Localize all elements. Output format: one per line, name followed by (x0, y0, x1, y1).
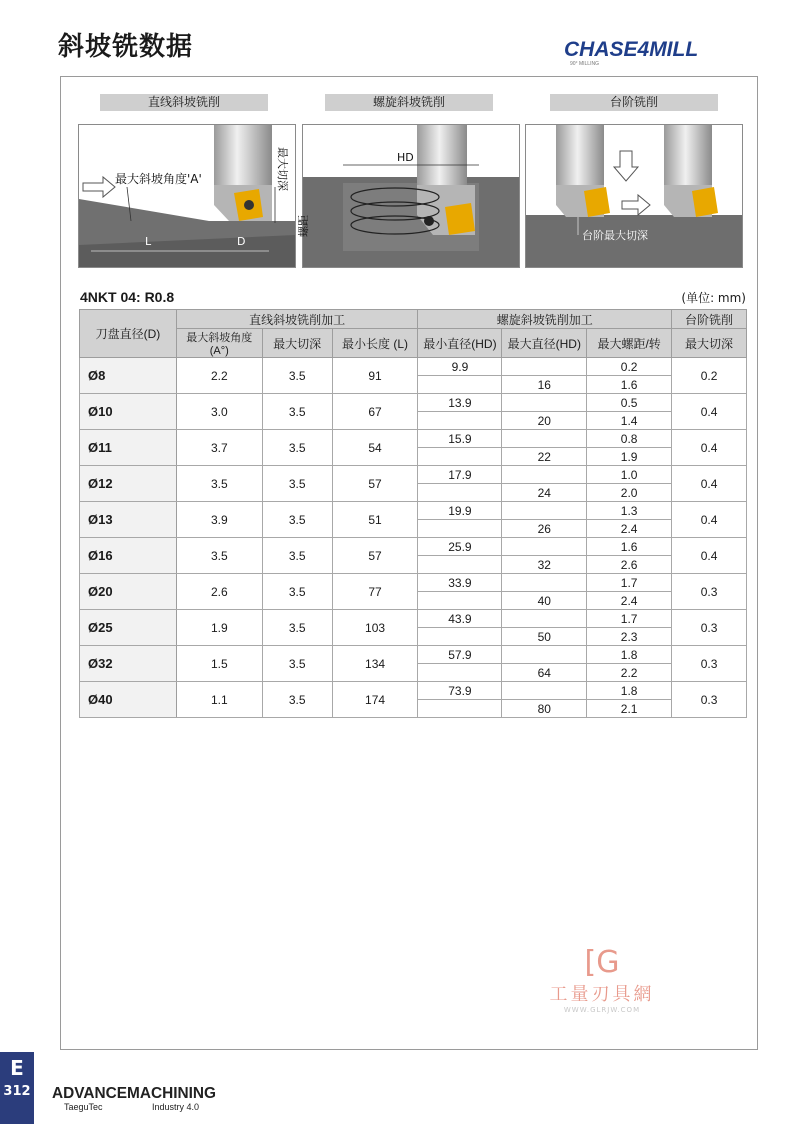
footer-logo-text: ADVANCEMACHINING (52, 1085, 216, 1102)
header-min-length: 最小长度 (L) (332, 329, 418, 358)
cell-empty (418, 556, 502, 574)
table-row (80, 502, 747, 520)
cell-max-angle: 1.1 (176, 682, 262, 718)
cell-pitch-a: 1.6 (587, 538, 672, 556)
cell-max-hd: 80 (502, 700, 587, 718)
cell-empty (418, 592, 502, 610)
cell-min-length: 67 (332, 394, 418, 430)
cell-min-hd: 15.9 (418, 430, 502, 448)
cell-min-length: 103 (332, 610, 418, 646)
table-row (80, 682, 747, 700)
annot-pitch: 螺距 (297, 215, 310, 237)
cell-empty (502, 682, 587, 700)
table-row (80, 358, 747, 376)
cell-empty (418, 700, 502, 718)
cell-diameter: Ø11 (80, 430, 177, 466)
cell-max-hd: 24 (502, 484, 587, 502)
cell-max-depth: 3.5 (262, 394, 332, 430)
cell-max-depth: 3.5 (262, 466, 332, 502)
cell-pitch-b: 2.6 (587, 556, 672, 574)
cell-max-hd: 50 (502, 628, 587, 646)
cell-min-hd: 13.9 (418, 394, 502, 412)
cell-pitch-b: 2.4 (587, 592, 672, 610)
cell-min-hd: 9.9 (418, 358, 502, 376)
cell-pitch-a: 1.7 (587, 574, 672, 592)
cell-max-depth: 3.5 (262, 574, 332, 610)
cell-diameter: Ø12 (80, 466, 177, 502)
cell-diameter: Ø32 (80, 646, 177, 682)
cell-min-length: 57 (332, 538, 418, 574)
header-min-hd: 最小直径(HD) (418, 329, 502, 358)
cell-step-depth: 0.4 (672, 394, 747, 430)
table-row (80, 610, 747, 628)
header-max-angle: 最大斜坡角度 (A°) (176, 329, 262, 358)
header-dia: 刀盘直径(D) (80, 310, 177, 358)
cell-max-angle: 3.9 (176, 502, 262, 538)
cell-pitch-b: 1.9 (587, 448, 672, 466)
annot-max-ramp-angle: 最大斜坡角度'A' (115, 172, 202, 186)
section-letter: E (10, 1056, 24, 1080)
cell-min-length: 57 (332, 466, 418, 502)
cell-empty (502, 430, 587, 448)
watermark (532, 946, 672, 1020)
cell-pitch-a: 1.3 (587, 502, 672, 520)
cell-min-length: 134 (332, 646, 418, 682)
cell-pitch-b: 2.3 (587, 628, 672, 646)
cell-max-depth: 3.5 (262, 682, 332, 718)
cell-empty (418, 520, 502, 538)
cell-empty (502, 538, 587, 556)
cell-max-hd: 32 (502, 556, 587, 574)
cell-diameter: Ø20 (80, 574, 177, 610)
table-row (80, 394, 747, 412)
header-linear: 直线斜坡铣削加工 (176, 310, 418, 329)
cell-empty (502, 646, 587, 664)
cell-min-hd: 33.9 (418, 574, 502, 592)
diagram-label-linear: 直线斜坡铣削 (100, 94, 268, 111)
cell-min-length: 54 (332, 430, 418, 466)
cell-pitch-b: 2.0 (587, 484, 672, 502)
cell-max-hd: 16 (502, 376, 587, 394)
cell-diameter: Ø40 (80, 682, 177, 718)
cell-pitch-a: 1.8 (587, 646, 672, 664)
cell-max-angle: 1.5 (176, 646, 262, 682)
ramping-data-table (79, 309, 747, 718)
watermark-url: WWW.GLRJW.COM (563, 1006, 641, 1014)
table-row (80, 646, 747, 664)
cell-step-depth: 0.3 (672, 682, 747, 718)
cell-max-hd: 40 (502, 592, 587, 610)
watermark-text: 工量刃具網 (549, 984, 655, 1005)
cell-max-angle: 2.6 (176, 574, 262, 610)
cell-empty (418, 664, 502, 682)
brand-sub: 90° MILLING (570, 61, 599, 67)
page-title: 斜坡铣数据 (58, 32, 194, 62)
table-row (80, 538, 747, 556)
cell-empty (502, 358, 587, 376)
header-max-hd: 最大直径(HD) (502, 329, 587, 358)
diagram-label-helical: 螺旋斜坡铣削 (325, 94, 493, 111)
cell-step-depth: 0.4 (672, 430, 747, 466)
cell-pitch-b: 2.1 (587, 700, 672, 718)
cell-empty (418, 412, 502, 430)
cell-empty (418, 376, 502, 394)
header-max-depth: 最大切深 (262, 329, 332, 358)
cell-step-depth: 0.3 (672, 610, 747, 646)
footer-left-text: TaeguTec (64, 1102, 103, 1112)
header-max-pitch: 最大螺距/转 (587, 329, 672, 358)
cell-diameter: Ø25 (80, 610, 177, 646)
cell-min-length: 77 (332, 574, 418, 610)
annot-diameter: D (237, 235, 246, 248)
cell-max-angle: 1.9 (176, 610, 262, 646)
cell-max-angle: 3.7 (176, 430, 262, 466)
cell-step-depth: 0.4 (672, 502, 747, 538)
cell-step-depth: 0.3 (672, 646, 747, 682)
cell-empty (502, 394, 587, 412)
cell-min-length: 174 (332, 682, 418, 718)
cell-empty (418, 628, 502, 646)
cell-pitch-a: 1.8 (587, 682, 672, 700)
cell-pitch-a: 0.2 (587, 358, 672, 376)
table-title: 4NKT 04: R0.8 (80, 289, 175, 305)
header-step: 台阶铣削 (672, 310, 747, 329)
brand-logo (562, 34, 762, 66)
cell-min-hd: 25.9 (418, 538, 502, 556)
cell-max-depth: 3.5 (262, 358, 332, 394)
cell-max-angle: 3.0 (176, 394, 262, 430)
cell-pitch-b: 2.2 (587, 664, 672, 682)
cell-empty (418, 448, 502, 466)
cell-diameter: Ø13 (80, 502, 177, 538)
cell-min-hd: 17.9 (418, 466, 502, 484)
header-step-depth: 最大切深 (672, 329, 747, 358)
cell-min-hd: 73.9 (418, 682, 502, 700)
cell-max-angle: 3.5 (176, 538, 262, 574)
annot-max-depth: 最大切深 (276, 147, 289, 191)
cell-min-hd: 19.9 (418, 502, 502, 520)
diagram-helical (297, 124, 520, 268)
table-row (80, 430, 747, 448)
header-helical: 螺旋斜坡铣削加工 (418, 310, 672, 329)
cell-max-depth: 3.5 (262, 610, 332, 646)
cell-diameter: Ø10 (80, 394, 177, 430)
cell-min-hd: 43.9 (418, 610, 502, 628)
cell-diameter: Ø16 (80, 538, 177, 574)
annot-hd: HD (397, 151, 414, 164)
diagram-step (525, 124, 743, 268)
cell-max-hd: 64 (502, 664, 587, 682)
cell-max-depth: 3.5 (262, 430, 332, 466)
cell-min-length: 91 (332, 358, 418, 394)
cell-pitch-b: 1.4 (587, 412, 672, 430)
cell-max-hd: 20 (502, 412, 587, 430)
watermark-icon: [G (584, 945, 620, 980)
cell-diameter: Ø8 (80, 358, 177, 394)
cell-min-length: 51 (332, 502, 418, 538)
cell-pitch-a: 1.7 (587, 610, 672, 628)
cell-max-hd: 26 (502, 520, 587, 538)
section-tab (0, 1052, 34, 1124)
cell-pitch-b: 1.6 (587, 376, 672, 394)
footer-logo (52, 1080, 222, 1114)
cell-empty (502, 574, 587, 592)
cell-max-depth: 3.5 (262, 502, 332, 538)
cell-pitch-a: 1.0 (587, 466, 672, 484)
cell-step-depth: 0.4 (672, 538, 747, 574)
cell-empty (502, 502, 587, 520)
cell-max-depth: 3.5 (262, 538, 332, 574)
cell-empty (502, 466, 587, 484)
cell-max-angle: 2.2 (176, 358, 262, 394)
cell-max-depth: 3.5 (262, 646, 332, 682)
cell-pitch-a: 0.5 (587, 394, 672, 412)
table-row (80, 574, 747, 592)
cell-pitch-a: 0.8 (587, 430, 672, 448)
diagram-linear (78, 124, 296, 268)
page-number: 312 (3, 1084, 31, 1099)
brand-name: CHASE4MILL (564, 38, 699, 61)
unit-label: (单位: mm) (681, 291, 746, 305)
cell-empty (418, 484, 502, 502)
annot-step-max-depth: 台阶最大切深 (582, 229, 648, 242)
annot-length: L (145, 235, 152, 248)
cell-pitch-b: 2.4 (587, 520, 672, 538)
cell-max-hd: 22 (502, 448, 587, 466)
cell-min-hd: 57.9 (418, 646, 502, 664)
cell-empty (502, 610, 587, 628)
cell-step-depth: 0.3 (672, 574, 747, 610)
diagram-label-step: 台阶铣削 (550, 94, 718, 111)
footer-right-text: Industry 4.0 (152, 1102, 200, 1112)
cell-step-depth: 0.4 (672, 466, 747, 502)
cell-max-angle: 3.5 (176, 466, 262, 502)
table-row (80, 466, 747, 484)
cell-step-depth: 0.2 (672, 358, 747, 394)
